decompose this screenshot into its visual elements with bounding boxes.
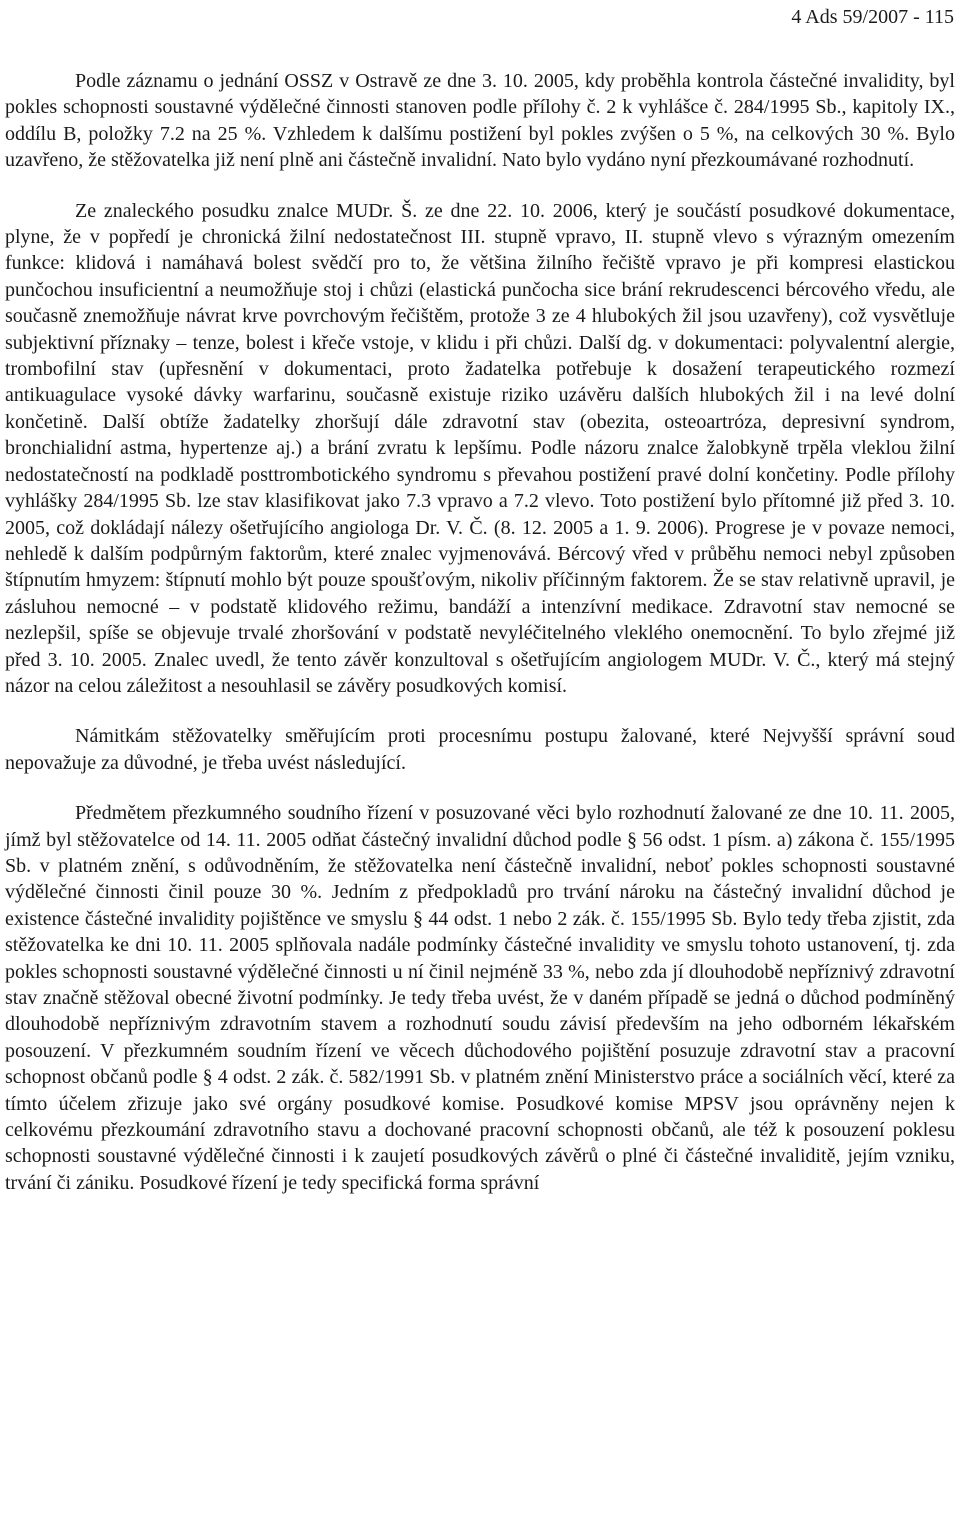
page-header-case-reference: 4 Ads 59/2007 - 115 [791,6,954,28]
paragraph-procedural-objections: Námitkám stěžovatelky směřujícím proti procesnímu postupu žalované, které Nejvyšší správní soud nepovažuje za důvodné, je třeba uvést následující. [5,725,955,774]
paragraph-expert-opinion: Ze znaleckého posudku znalce MUDr. Š. ze dne 22. 10. 2006, který je součástí posudkové dokumentace, plyne, že v popředí je chronická žilní nedostatečnost III. stupně vpravo, II. stupně vlevo s výrazným omezením funkce: klidová i namáhavá bolest svědčí pro to, že většina žilního řečiště vpravo je při kompresi elastickou punčochou insuficientní a neumožňuje stoj i chůzi (elastická punčocha sice brání rekrudescenci bércového vředu, ale současně znemožňuje návrat krve povrchovým řečištěm, protože 3 ze 4 hlubokých žil jsou uzavřeny), což vysvětluje subjektivní příznaky – tenze, bolest i křeče vstoje, v klidu i při chůzi. Další dg. v dokumentaci: polyvalentní alergie, trombofilní stav (upřesnění v dokumentaci, proto žadatelka potřebuje k dosažení terapeutického rozmezí antikuagulace vysoké dávky warfarinu, současně existuje riziko uzávěru dalších hlubokých žil i na levé dolní končetině. Další obtíže žadatelky zhoršují dále zdravotní stav (obezita, osteoartróza, depresivní syndrom, bronchialidní astma, hypertenze aj.) a brání zvratu k lepšímu. Podle názoru znalce žalobkyně trpěla vleklou žilní nedostatečností na podkladě posttrombotického syndromu s převahou postižení pravé dolní končetiny. Podle přílohy vyhlášky 284/1995 Sb. lze stav klasifikovat jako 7.3 vpravo a 7.2 vlevo. Toto postižení bylo přítomné již před 3. 10. 2005, což dokládají nálezy ošetřujícího angiologa Dr. V. Č. (8. 12. 2005 a 1. 9. 2006). Progrese je v povaze nemoci, nehledě k dalším podpůrným faktorům, které znalec vyjmenovává. Bércový vřed v průběhu nemoci nebyl způsoben štípnutím hmyzem: štípnutí mohlo být pouze spoušťovým, nikoliv příčinným faktorem. Že se stav relativně upravil, je zásluhou nemocné – v podstatě klidového režimu, bandáží a intenzívní medikace. Zdravotní stav nemocné se nezlepšil, spíše se objevuje trvalé zhoršování v podstatě nevyléčitelného vleklého onemocnění. To bylo zřejmé již před 3. 10. 2005. Znalec uvedl, že tento závěr konzultoval s ošetřujícím angiologem MUDr. V. Č., který má stejný názor na celou záležitost a nesouhlasil se závěry posudkových komisí. [5,199,955,697]
paragraph-subject-of-review: Předmětem přezkumného soudního řízení v posuzované věci bylo rozhodnutí žalované ze dne 10. 11. 2005, jímž byl stěžovatelce od 14. 11. 2005 odňat částečný invalidní důchod podle § 56 odst. 1 písm. a) zákona č. 155/1995 Sb. v platném znění, s odůvodněním, že stěžovatelka není částečně invalidní, neboť pokles schopnosti soustavné výdělečné činnosti činil pouze 30 %. Jedním z předpokladů pro trvání nároku na částečný invalidní důchod je existence částečné invalidity pojištěnce ve smyslu § 44 odst. 1 nebo 2 zák. č. 155/1995 Sb. Bylo tedy třeba zjistit, zda stěžovatelka ke dni 10. 11. 2005 splňovala nadále podmínky částečné invalidity ve smyslu tohoto ustanovení, tj. zda pokles schopnosti soustavné výdělečné činnosti u ní činil nejméně 33 %, nebo zda jí dlouhodobě nepříznivý zdravotní stav značně stěžoval obecné životní podmínky. Je tedy třeba uvést, že v daném případě se jedná o důchod podmíněný dlouhodobě nepříznivým zdravotním stavem a rozhodnutí soudu závisí především na jeho odborném lékařském posouzení. V přezkumném soudním řízení ve věcech důchodového pojištění posuzuje zdravotní stav a pracovní schopnost občanů podle § 4 odst. 2 zák. č. 582/1991 Sb. v platném znění Ministerstvo práce a sociálních věcí, které za tímto účelem zřizuje jako své orgány posudkové komise. Posudkové komise MPSV jsou oprávněny nejen k celkovému přezkoumání zdravotního stavu a dochované pracovní schopnosti občanů, ale též k posouzení poklesu schopnosti soustavné výdělečné činnosti i k zaujetí posudkových závěrů o plné či částečné invaliditě, jejím vzniku, trvání či zániku. Posudkové řízení je tedy specifická forma správní [5,802,955,1194]
paragraph-ossz-hearing: Podle záznamu o jednání OSSZ v Ostravě ze dne 3. 10. 2005, kdy proběhla kontrola částečné invalidity, byl pokles schopnosti soustavné výdělečné činnosti stanoven podle přílohy č. 2 k vyhlášce č. 284/1995 Sb., kapitoly IX., oddílu B, položky 7.2 na 25 %. Vzhledem k dalšímu postižení byl pokles zvýšen o 5 %, na celkových 30 %. Bylo uzavřeno, že stěžovatelka již není plně ani částečně invalidní. Nato bylo vydáno nyní přezkoumávané rozhodnutí. [5,70,955,172]
document-body [5,68,955,1196]
